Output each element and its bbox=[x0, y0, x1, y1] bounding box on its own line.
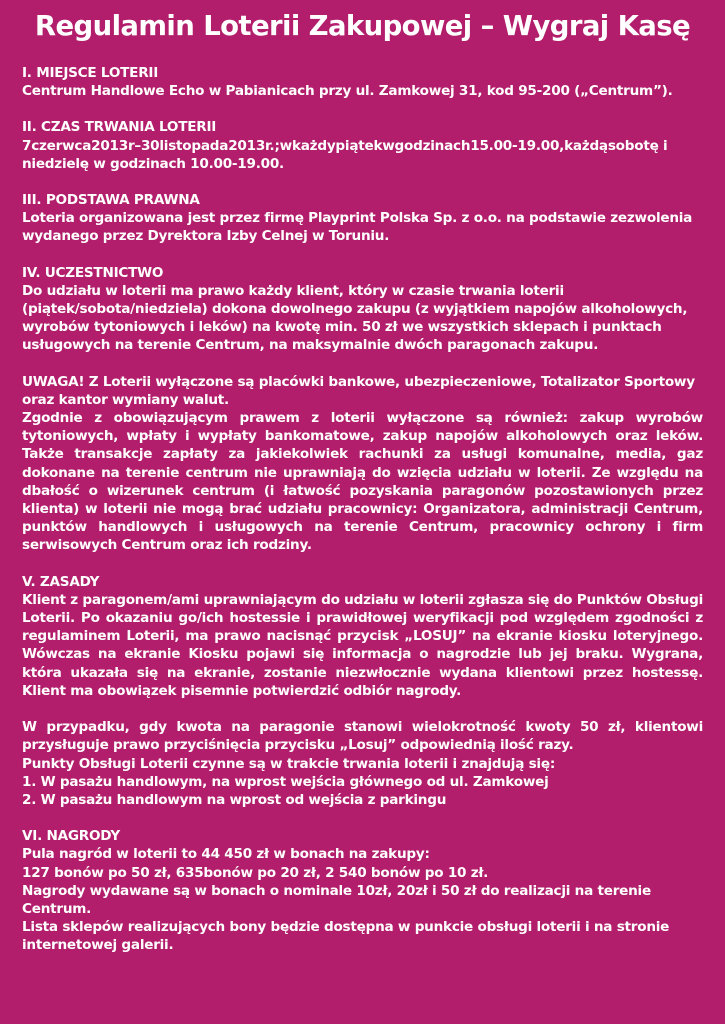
section-text: Loteria organizowana jest przez firmę Playprint Polska Sp. z o.o. na podstawie zezwolenia wydanego przez Dyrektora Izby Celnej w Toruniu. bbox=[22, 210, 693, 245]
regulations-body bbox=[22, 64, 703, 955]
section-rules-continued bbox=[22, 718, 703, 809]
page-title: Regulamin Loterii Zakupowej – Wygraj Kasę bbox=[34, 10, 691, 42]
section-legal-basis bbox=[22, 191, 703, 246]
prize-redemption-text: Nagrody wydawane są w bonach o nominale 10zł, 20zł i 50 zł do realizacji na terenie Centrum. bbox=[22, 882, 651, 917]
exclusions-text: Zgodnie z obowiązującym prawem z loterii wyłączone są również: zakup wyrobów tytoniowych, wpłaty i wypłaty bankomatowe, zakup napojów alkoholowych oraz leków. Także transakcje zapłaty za jakiekolwiek rachunki za usługi komunalne, media, gaz dokonane na terenie centrum nie uprawniają do wzięcia udziału w loterii. Ze względu na dbałość o wizerunek centrum (i łatwość pozyskania paragonów pozostawionych przez klienta) w loterii nie mogą brać udziału pracownicy: Organizatora, administracji Centrum, punktów handlowych i usługowych na terenie Centrum, pracownicy ochrony i firm serwisowych Centrum oraz ich rodziny. bbox=[22, 410, 703, 554]
shop-list-text: Lista sklepów realizujących bony będzie dostępna w punkcie obsługi loterii i na stronie internetowej galerii. bbox=[22, 919, 670, 954]
section-heading: V. ZASADY bbox=[22, 573, 100, 590]
prize-vouchers-text: 127 bonów po 50 zł, 635bonów po 20 zł, 2 540 bonów po 10 zł. bbox=[22, 864, 489, 881]
section-heading: III. PODSTAWA PRAWNA bbox=[22, 192, 200, 209]
section-heading: II. CZAS TRWANIA LOTERII bbox=[22, 119, 217, 136]
section-heading: IV. UCZESTNICTWO bbox=[22, 264, 164, 281]
service-points-intro: Punkty Obsługi Loterii czynne są w trakcie trwania loterii i znajdują się: bbox=[22, 755, 556, 772]
warning-text: UWAGA! Z Loterii wyłączone są placówki bankowe, ubezpieczeniowe, Totalizator Sportowy oraz kantor wymiany walut. bbox=[22, 373, 695, 408]
section-text: Centrum Handlowe Echo w Pabianicach przy ul. Zamkowej 31, kod 95-200 („Centrum”). bbox=[22, 83, 673, 100]
section-heading: VI. NAGRODY bbox=[22, 828, 120, 845]
section-prizes bbox=[22, 827, 703, 954]
section-location bbox=[22, 64, 703, 100]
prize-pool-text: Pula nagród w loterii to 44 450 zł w bonach na zakupy: bbox=[22, 846, 430, 863]
multiple-draws-text: W przypadku, gdy kwota na paragonie stanowi wielokrotność kwoty 50 zł, klientowi przysługuje prawo przyciśnięcia przycisku „Losuj” odpowiednią ilość razy. bbox=[22, 719, 703, 754]
section-text: Klient z paragonem/ami uprawniającym do udziału w loterii zgłasza się do Punktów Obsługi Loterii. Po okazaniu go/ich hostessie i prawidłowej weryfikacji pod względem zgodności z regulaminem Loterii, ma prawo nacisnąć przycisk „LOSUJ” na ekranie kiosku loteryjnego. Wówczas na ekranie Kiosku pojawi się informacja o nagrodzie lub jej braku. Wygrana, która ukazała się na ekranie, zostanie niezwłocznie wydana klientowi przez hostessę. Klient ma obowiązek pisemnie potwierdzić odbiór nagrody. bbox=[22, 591, 703, 699]
section-text: Do udziału w loterii ma prawo każdy klient, który w czasie trwania loterii (piątek/sobota/niedziela) dokona dowolnego zakupu (z wyjątkiem napojów alkoholowych, wyrobów tytoniowych i leków) na kwotę min. 50 zł we wszystkich sklepach i punktach usługowych na terenie Centrum, na maksymalnie dwóch paragonach zakupu. bbox=[22, 282, 688, 354]
service-point-item: 2. W pasażu handlowym na wprost od wejścia z parkingu bbox=[22, 791, 447, 808]
section-duration bbox=[22, 118, 703, 173]
section-text: 7czerwca2013r–30listopada2013r.;wkażdypiątekwgodzinach15.00-19.00,każdąsobotę i niedzielę w godzinach 10.00-19.00. bbox=[22, 137, 668, 172]
section-rules bbox=[22, 573, 703, 700]
section-heading: I. MIEJSCE LOTERII bbox=[22, 65, 159, 81]
section-warning bbox=[22, 373, 703, 555]
service-point-item: 1. W pasażu handlowym, na wprost wejścia głównego od ul. Zamkowej bbox=[22, 773, 549, 790]
section-participation bbox=[22, 264, 703, 355]
